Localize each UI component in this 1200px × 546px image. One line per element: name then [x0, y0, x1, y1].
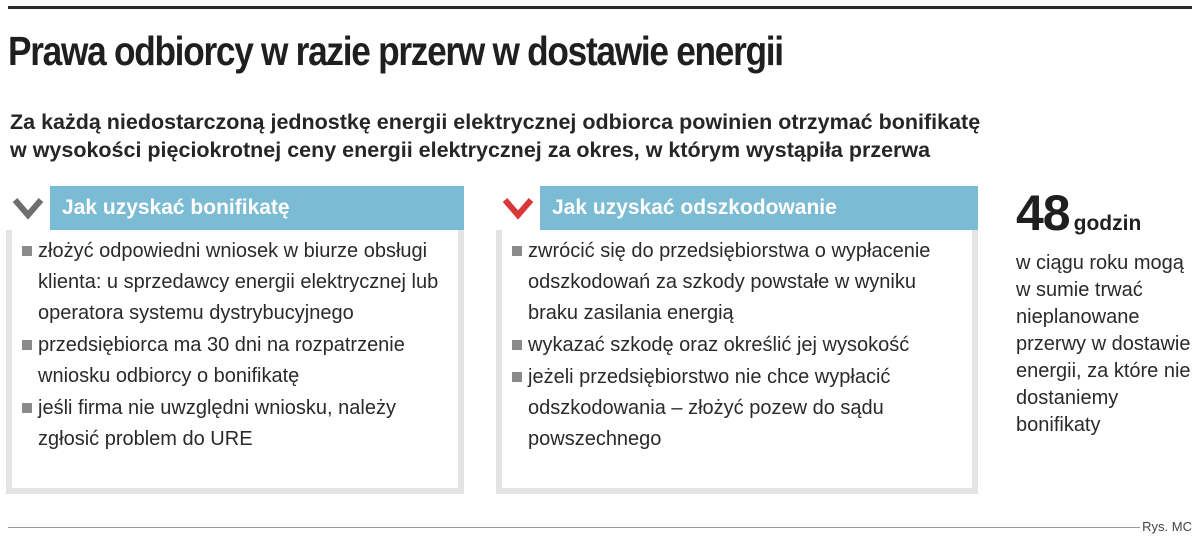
chevron-down-icon [496, 186, 540, 230]
bonus-box-header [6, 186, 464, 230]
compensation-box [496, 186, 978, 494]
bullet-square-icon [512, 372, 522, 382]
bottom-rule [8, 527, 1140, 528]
list-item-text: wykazać szkodę oraz określić jej wysokość [528, 334, 910, 356]
stat-unit: godzin [1073, 212, 1142, 235]
subtitle-line: Za każdą niedostarczoną jednostkę energii elektrycznej odbiorca powinien otrzymać bonifikatę [10, 110, 981, 134]
bonus-box [6, 186, 464, 494]
list-item [510, 236, 964, 329]
bullet-square-icon [22, 340, 32, 350]
stat-description: w ciągu roku mogą w sumie trwać nieplanowane przerwy w dostawie energii, za które nie dostaniemy bonifikaty [1016, 252, 1191, 436]
stat-number: 48 [1016, 185, 1070, 241]
bullet-square-icon [512, 340, 522, 350]
compensation-box-header [496, 186, 978, 230]
stat-headline [1016, 184, 1141, 242]
list-item [20, 393, 450, 455]
list-item-text: zwrócić się do przedsiębiorstwa o wypłacenie odszkodowań za szkody powstałe w wyniku braku zasilania energią [528, 240, 931, 324]
credit: Rys. MC [1142, 519, 1192, 534]
list-item-text: jeśli firma nie uwzględni wniosku, należy zgłosić problem do URE [38, 397, 396, 450]
subtitle [10, 108, 980, 164]
list-item [510, 330, 964, 361]
compensation-box-title: Jak uzyskać odszkodowanie [552, 196, 837, 219]
chevron-down-icon [6, 186, 50, 230]
top-rule [8, 6, 1192, 9]
bullet-square-icon [22, 403, 32, 413]
list-item [20, 330, 450, 392]
bullet-square-icon [512, 246, 522, 256]
bullet-square-icon [22, 246, 32, 256]
bonus-box-body [12, 230, 458, 488]
list-item [20, 236, 450, 329]
subtitle-line: w wysokości pięciokrotnej ceny energii elektrycznej za okres, w którym wystąpiła przerwa [10, 138, 931, 162]
list-item [510, 362, 964, 455]
list-item-text: przedsiębiorca ma 30 dni na rozpatrzenie wniosku odbiorcy o bonifikatę [38, 334, 405, 387]
compensation-box-body [502, 230, 972, 488]
list-item-text: złożyć odpowiedni wniosek w biurze obsługi klienta: u sprzedawcy energii elektrycznej lub operatora systemu dystrybucyjnego [38, 240, 439, 324]
list-item-text: jeżeli przedsiębiorstwo nie chce wypłacić odszkodowania – złożyć pozew do sądu powszechnego [528, 366, 891, 450]
page-title: Prawa odbiorcy w razie przerw w dostawie energii [8, 28, 783, 74]
bonus-box-title: Jak uzyskać bonifikatę [62, 196, 290, 219]
